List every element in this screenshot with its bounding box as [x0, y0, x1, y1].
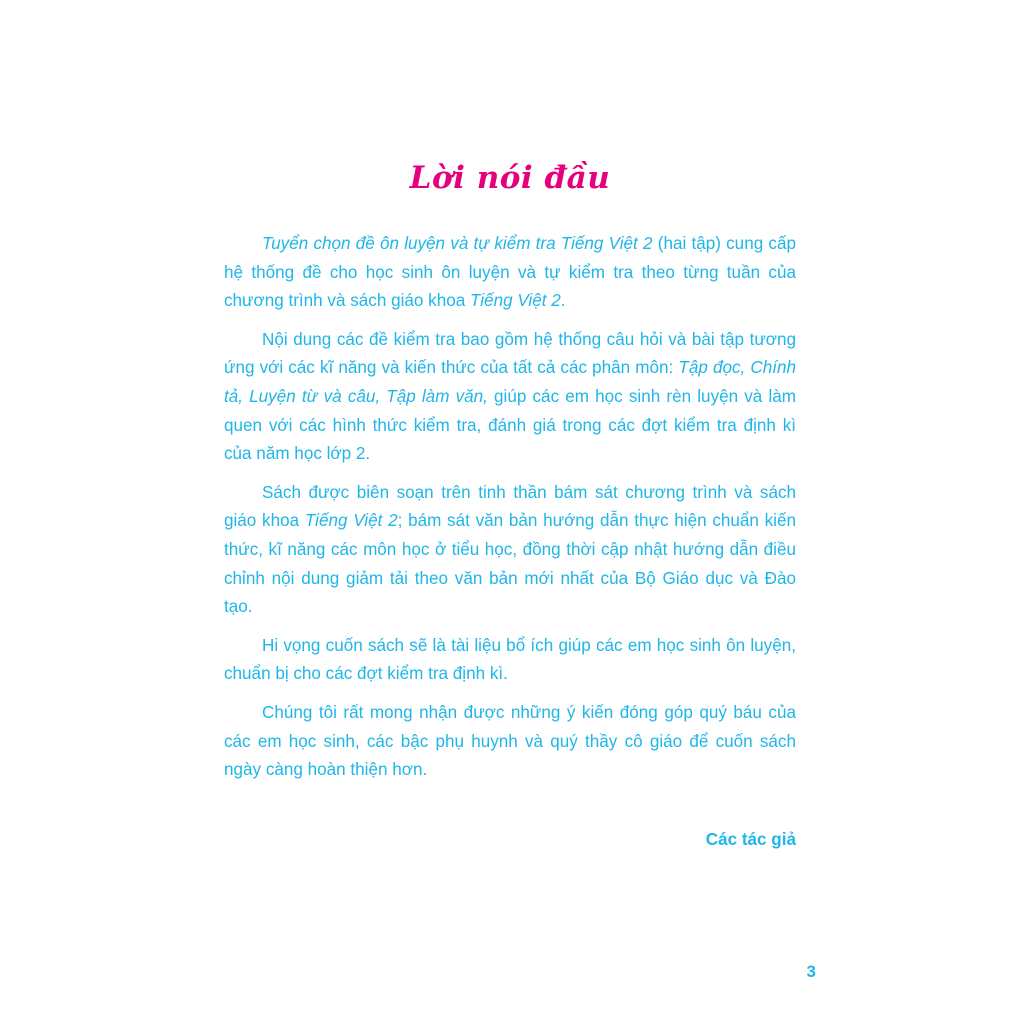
emphasis-text: Tiếng Việt 2 — [469, 291, 561, 311]
emphasis-text: Tuyển chọn đề ôn luyện và tự kiểm tra Tiếng Việt 2 — [262, 234, 653, 253]
body-text: . — [560, 291, 566, 311]
body-text: Nội dung các đề kiểm tra bao gồm hệ thống câu hỏi và bài tập tương ứng với các kĩ năng và kiến thức của tất cả các phân môn: — [224, 329, 796, 378]
page-number: 3 — [806, 962, 816, 981]
body-text: giúp các em học sinh rèn luyện và làm quen với các hình thức kiểm tra, đánh giá trong các đợt kiểm tra định kì của năm học lớp 2. — [224, 386, 796, 464]
paragraph — [224, 632, 796, 689]
paragraph — [224, 326, 796, 469]
page-content — [224, 160, 796, 853]
body-text: Hi vọng cuốn sách sẽ là tài liệu bổ ích giúp các em học sinh ôn luyện, chuẩn bị cho các đợt kiểm tra định kì. — [224, 635, 796, 684]
paragraph — [224, 699, 796, 785]
body-text: Sách được biên soạn trên tinh thần bám sát chương trình và sách giáo khoa — [224, 482, 796, 531]
body-text: (hai tập) cung cấp hệ thống đề cho học sinh ôn luyện và tự kiểm tra theo từng tuần của chương trình và sách giáo khoa — [224, 234, 796, 311]
paragraph — [224, 479, 796, 622]
emphasis-text: Tập đọc, Chính tả, Luyện từ và câu, Tập làm văn, — [224, 358, 796, 406]
emphasis-text: Tiếng Việt 2 — [304, 511, 398, 531]
body-text: Chúng tôi rất mong nhận được những ý kiến đóng góp quý báu của các em học sinh, các bậc phụ huynh và quý thầy cô giáo để cuốn sách ngày càng hoàn thiện hơn. — [224, 702, 796, 780]
signature: Các tác giả — [705, 829, 796, 849]
paragraph — [224, 230, 796, 316]
paragraph-list — [224, 230, 796, 785]
body-text: ; bám sát văn bản hướng dẫn thực hiện chuẩn kiến thức, kĩ năng các môn học ở tiểu học, đồng thời cập nhật hướng dẫn điều chỉnh nội dung giảm tải theo văn bản mới nhất của Bộ Giáo dục và Đào tạo. — [224, 511, 796, 617]
page-title: Lời nói đầu — [409, 160, 611, 196]
